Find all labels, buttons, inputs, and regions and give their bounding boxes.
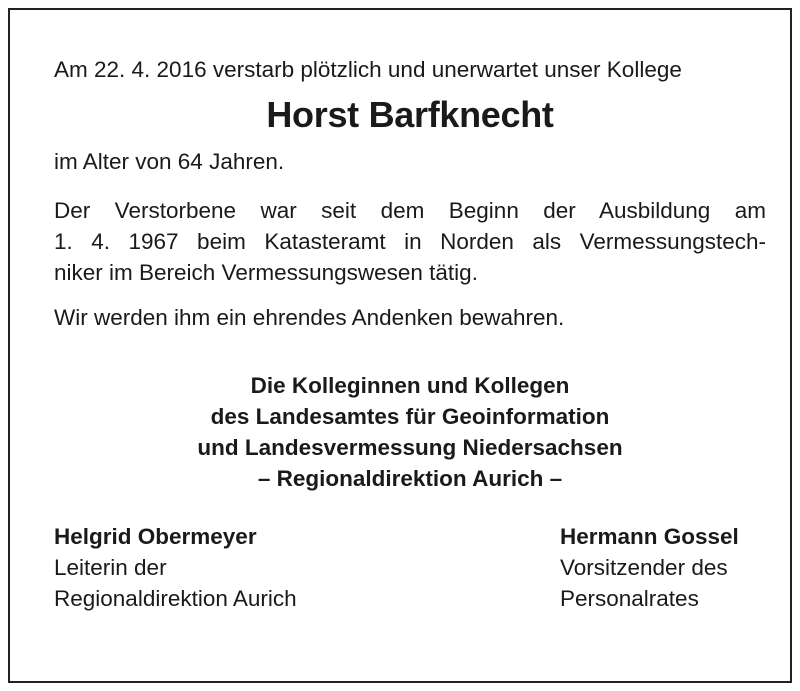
organization-line: des Landesamtes für Geoinformation	[210, 404, 610, 429]
career-line: 1. 4. 1967 beim Katasteramt in Norden als Vermessungstech-	[54, 229, 766, 254]
signatory-name: Hermann Gossel	[560, 524, 739, 549]
signature-left	[54, 521, 297, 614]
signature-right	[560, 521, 739, 614]
signatory-role: Leiterin der	[54, 555, 167, 580]
signatory-role: Regionaldirektion Aurich	[54, 586, 297, 611]
organization-line: – Regionaldirektion Aurich –	[257, 466, 563, 491]
intro-text: Am 22. 4. 2016 verstarb plötzlich und unerwartet unser Kollege	[54, 57, 682, 82]
closing-text: Wir werden ihm ein ehrendes Andenken bewahren.	[54, 305, 565, 330]
notice-frame	[8, 8, 792, 683]
career-line: Der Verstorbene war seit dem Beginn der Ausbildung am	[54, 198, 766, 223]
signatory-role: Personalrates	[560, 586, 699, 611]
organization-block	[54, 370, 766, 494]
deceased-name: Horst Barfknecht	[266, 94, 554, 135]
age-text: im Alter von 64 Jahren.	[54, 149, 285, 174]
signatures	[54, 521, 766, 621]
organization-line: Die Kolleginnen und Kollegen	[250, 373, 570, 398]
organization-line: und Landesvermessung Niedersachsen	[197, 435, 623, 460]
signatory-name: Helgrid Obermeyer	[54, 524, 257, 549]
notice-content	[54, 54, 766, 494]
career-paragraph	[54, 195, 766, 288]
signatory-role: Vorsitzender des	[560, 555, 728, 580]
career-line: niker im Bereich Vermessungswesen tätig.	[54, 260, 478, 285]
